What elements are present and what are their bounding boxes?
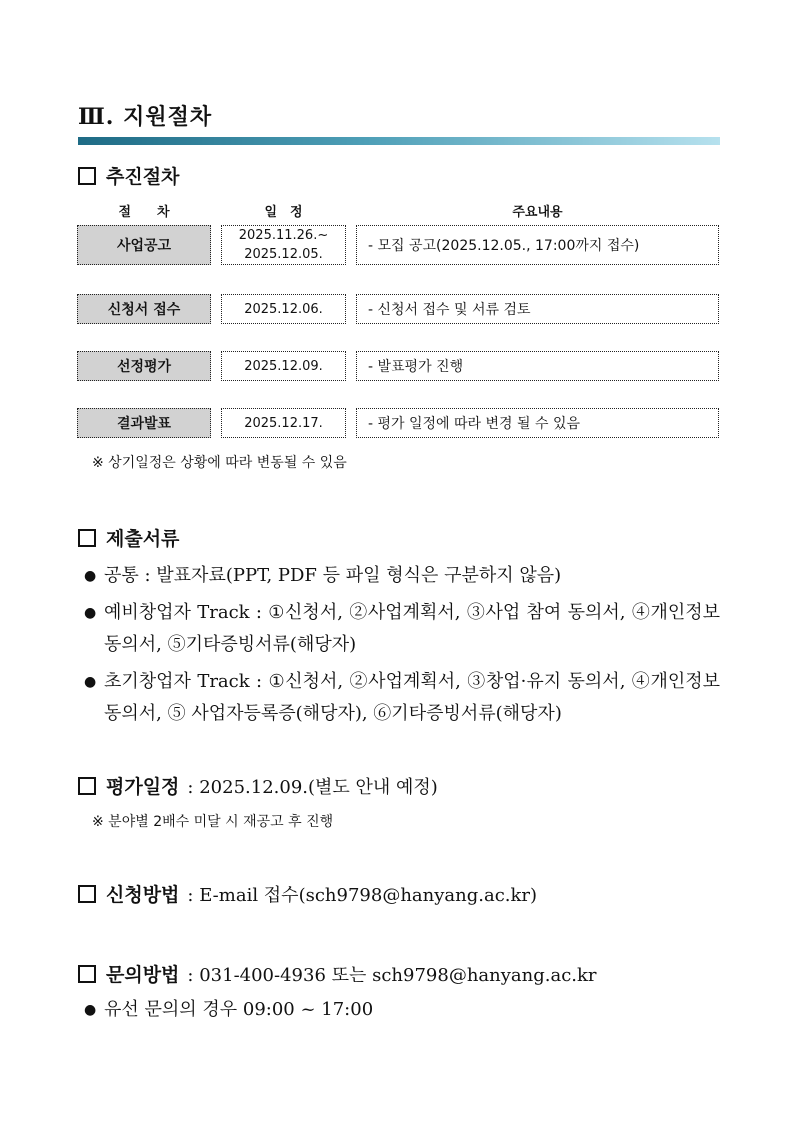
list-item-text: 초기창업자 Track : ①신청서, ②사업계획서, ③창업·유지 동의서, ④개인정보동의서, ⑤ 사업자등록증(해당자), ⑥기타증빙서류(해당자) [104, 671, 720, 724]
inquiry-value: : 031-400-4936 또는 sch9798@hanyang.ac.kr [187, 964, 597, 986]
evaluation-note: ※ 분야별 2배수 미달 시 재공고 후 진행 [92, 814, 334, 830]
empty-square-icon [78, 885, 96, 903]
list-item [84, 560, 720, 592]
empty-square-icon [78, 777, 96, 795]
empty-square-icon [78, 965, 96, 983]
section-inquiry-title: 문의방법 [106, 964, 180, 986]
list-item-text: 공통 : 발표자료(PPT, PDF 등 파일 형식은 구분하지 않음) [104, 565, 562, 586]
title-divider-bar [78, 137, 720, 145]
filled-circle-icon: ● [84, 674, 97, 690]
process-step-cell: 결과발표 [77, 408, 211, 438]
process-content-cell: - 모집 공고(2025.12.05., 17:00까지 접수) [356, 225, 719, 265]
process-date-line: 2025.12.05. [244, 247, 323, 262]
section-documents-title: 제출서류 [106, 528, 180, 550]
list-item [84, 666, 720, 730]
apply-value: : E-mail 접수(sch9798@hanyang.ac.kr) [187, 884, 538, 906]
filled-circle-icon: ● [84, 1002, 97, 1018]
process-date-cell: 2025.12.06. [221, 294, 346, 324]
section-evaluation-title: 평가일정 [106, 776, 180, 798]
empty-square-icon [78, 167, 96, 185]
process-content-cell: - 신청서 접수 및 서류 검토 [356, 294, 719, 324]
section-process-heading [78, 162, 179, 189]
section-apply-heading [78, 880, 537, 907]
list-item [84, 597, 720, 661]
filled-circle-icon: ● [84, 568, 97, 584]
list-item-text: 유선 문의의 경우 09:00 ~ 17:00 [104, 999, 374, 1020]
process-date-cell [221, 225, 346, 265]
section-apply-title: 신청방법 [106, 884, 180, 906]
process-step-cell: 선정평가 [77, 351, 211, 381]
chapter-title: Ⅲ. 지원절차 [78, 104, 213, 130]
table-header-step: 절 차 [118, 205, 170, 220]
process-content-cell: - 발표평가 진행 [356, 351, 719, 381]
table-header-schedule: 일 정 [264, 205, 303, 220]
section-process-title: 추진절차 [106, 166, 180, 188]
filled-circle-icon: ● [84, 605, 97, 621]
section-evaluation-heading [78, 772, 438, 799]
list-item [84, 994, 720, 1026]
table-header-content: 주요내용 [512, 205, 563, 220]
process-content-cell: - 평가 일정에 따라 변경 될 수 있음 [356, 408, 719, 438]
evaluation-value: : 2025.12.09.(별도 안내 예정) [187, 776, 438, 798]
empty-square-icon [78, 529, 96, 547]
process-note: ※ 상기일정은 상황에 따라 변동될 수 있음 [92, 455, 347, 471]
section-inquiry-heading [78, 960, 597, 987]
process-step-cell: 사업공고 [77, 225, 211, 265]
section-documents-heading [78, 524, 179, 551]
process-date-cell: 2025.12.17. [221, 408, 346, 438]
process-step-cell: 신청서 접수 [77, 294, 211, 324]
process-date-line: 2025.11.26.~ [238, 228, 329, 243]
list-item-text: 예비창업자 Track : ①신청서, ②사업계획서, ③사업 참여 동의서, ④개인정보동의서, ⑤기타증빙서류(해당자) [104, 602, 720, 655]
process-date-cell: 2025.12.09. [221, 351, 346, 381]
